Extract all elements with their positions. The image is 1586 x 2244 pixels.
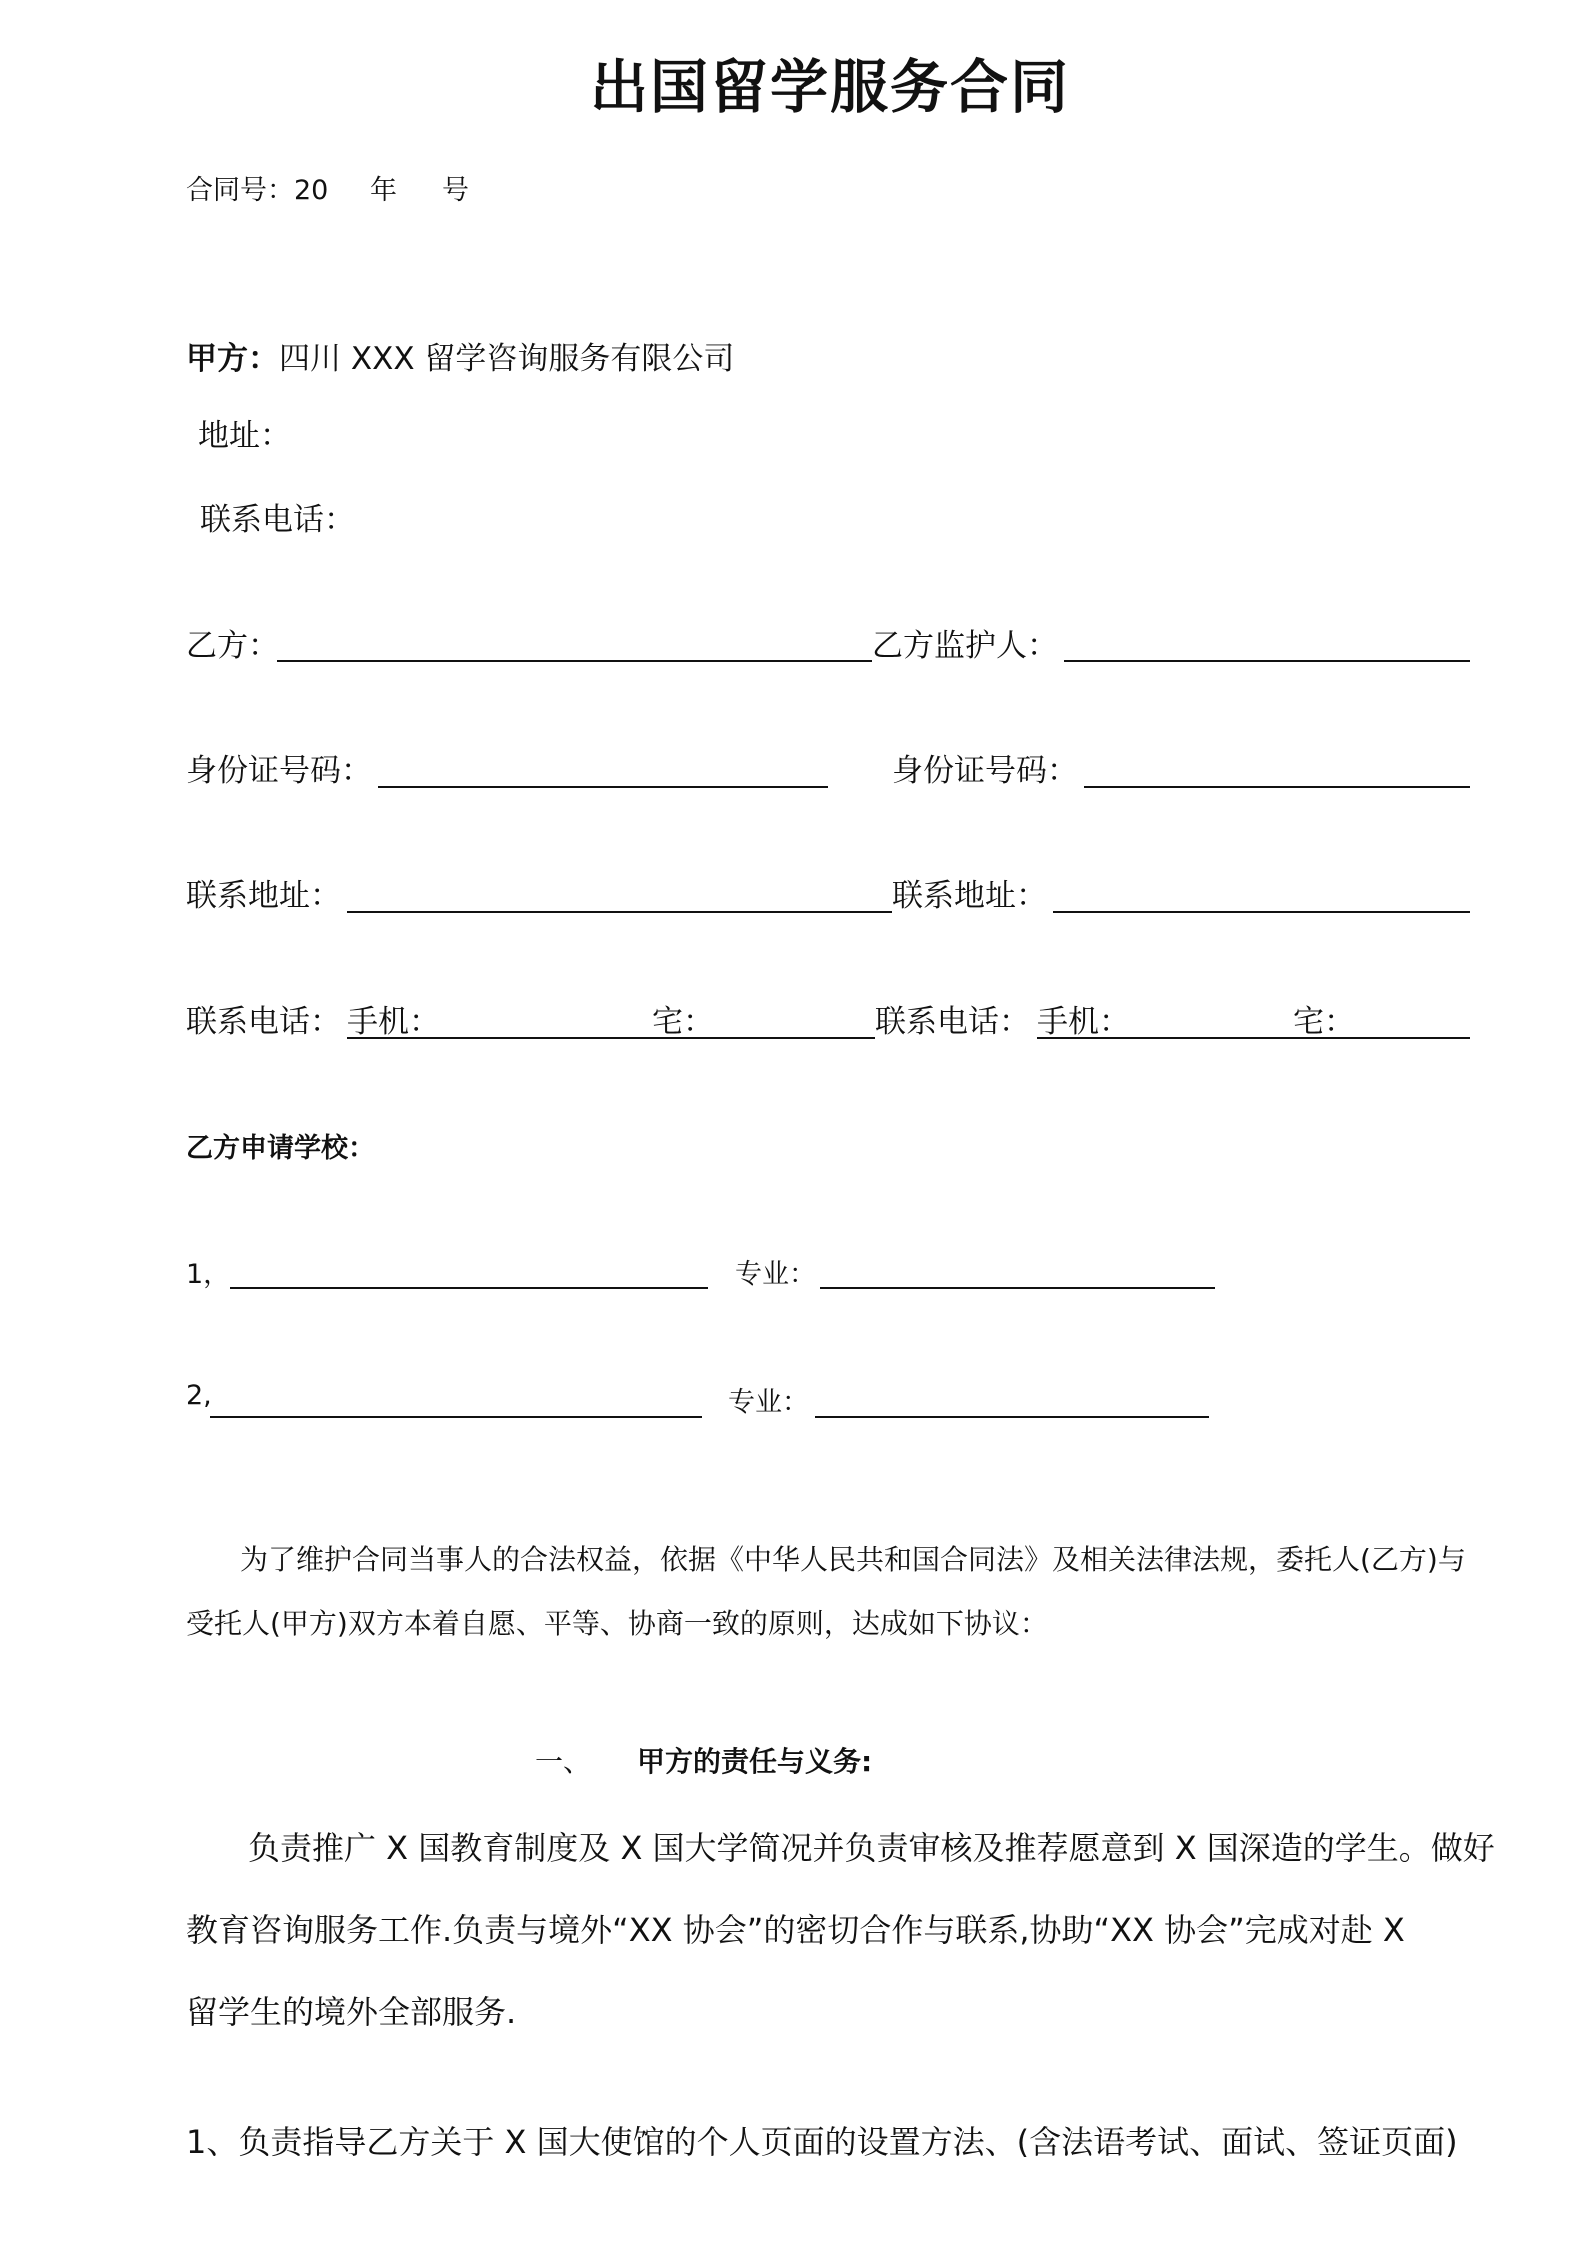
guardian-id-label: 身份证号码： <box>892 753 1078 789</box>
intro-line-2: 受托人(甲方)双方本着自愿、平等、协商一致的原则，达成如下协议： <box>186 1607 1048 1640</box>
guardian-mobile-label: 手机： <box>1037 1004 1130 1040</box>
section-1-para-line-3: 留学生的境外全部服务. <box>186 1993 517 2031</box>
party-b-phone-field[interactable] <box>347 1037 875 1039</box>
party-b-id-field[interactable] <box>378 786 828 788</box>
school-2-major-field[interactable] <box>815 1416 1209 1418</box>
party-b-phone-label: 联系电话： <box>186 1004 341 1040</box>
section-1-para-line-1: 负责推广 X 国教育制度及 X 国大学简况并负责审核及推荐愿意到 X 国深造的学生。做好 <box>248 1829 1495 1867</box>
school-1-major-field[interactable] <box>820 1287 1215 1289</box>
schools-heading: 乙方申请学校： <box>186 1133 375 1164</box>
section-1-item-1: 1、负责指导乙方关于 X 国大使馆的个人页面的设置方法、(含法语考试、面试、签证页面) <box>186 2123 1458 2161</box>
party-b-address-field[interactable] <box>347 911 892 913</box>
guardian-address-label: 联系地址： <box>892 878 1047 914</box>
school-2-number: 2, <box>186 1380 212 1411</box>
guardian-phone-label: 联系电话： <box>875 1004 1030 1040</box>
guardian-phone-field[interactable] <box>1037 1037 1470 1039</box>
party-b-id-label: 身份证号码： <box>186 753 372 789</box>
school-2-field[interactable] <box>210 1416 702 1418</box>
party-b-home-label: 宅： <box>652 1004 714 1040</box>
school-1-field[interactable] <box>230 1287 708 1289</box>
contract-number-label: 合同号：20 <box>186 175 329 206</box>
party-a-name: 四川 XXX 留学咨询服务有限公司 <box>279 341 735 377</box>
party-a-address-label: 地址： <box>198 418 291 454</box>
contract-no-label: 号 <box>442 175 469 206</box>
section-1-title: 甲方的责任与义务: <box>637 1745 873 1778</box>
intro-line-1: 为了维护合同当事人的合法权益，依据《中华人民共和国合同法》及相关法律法规，委托人(乙方)与 <box>240 1543 1466 1576</box>
guardian-name-field[interactable] <box>1064 660 1470 662</box>
section-1-para-line-2: 教育咨询服务工作.负责与境外“XX 协会”的密切合作与联系,协助“XX 协会”完成对赴 X <box>186 1911 1405 1949</box>
party-b-name-field[interactable] <box>277 660 872 662</box>
section-1-number: 一、 <box>535 1745 592 1778</box>
party-a-label: 甲方： <box>186 341 279 377</box>
guardian-home-label: 宅： <box>1293 1004 1355 1040</box>
party-b-guardian-label: 乙方监护人： <box>872 628 1058 664</box>
party-a-phone-label: 联系电话： <box>200 502 355 538</box>
school-1-number: 1， <box>186 1259 231 1290</box>
contract-year-label: 年 <box>370 175 397 206</box>
guardian-address-field[interactable] <box>1053 911 1470 913</box>
party-b-label: 乙方： <box>186 628 279 664</box>
school-2-major-label: 专业： <box>728 1387 809 1418</box>
school-1-major-label: 专业： <box>735 1259 816 1290</box>
party-a-block <box>186 333 734 378</box>
guardian-id-field[interactable] <box>1084 786 1470 788</box>
party-b-mobile-label: 手机： <box>347 1004 440 1040</box>
party-b-address-label: 联系地址： <box>186 878 341 914</box>
page-title: 出国留学服务合同 <box>589 53 1070 121</box>
